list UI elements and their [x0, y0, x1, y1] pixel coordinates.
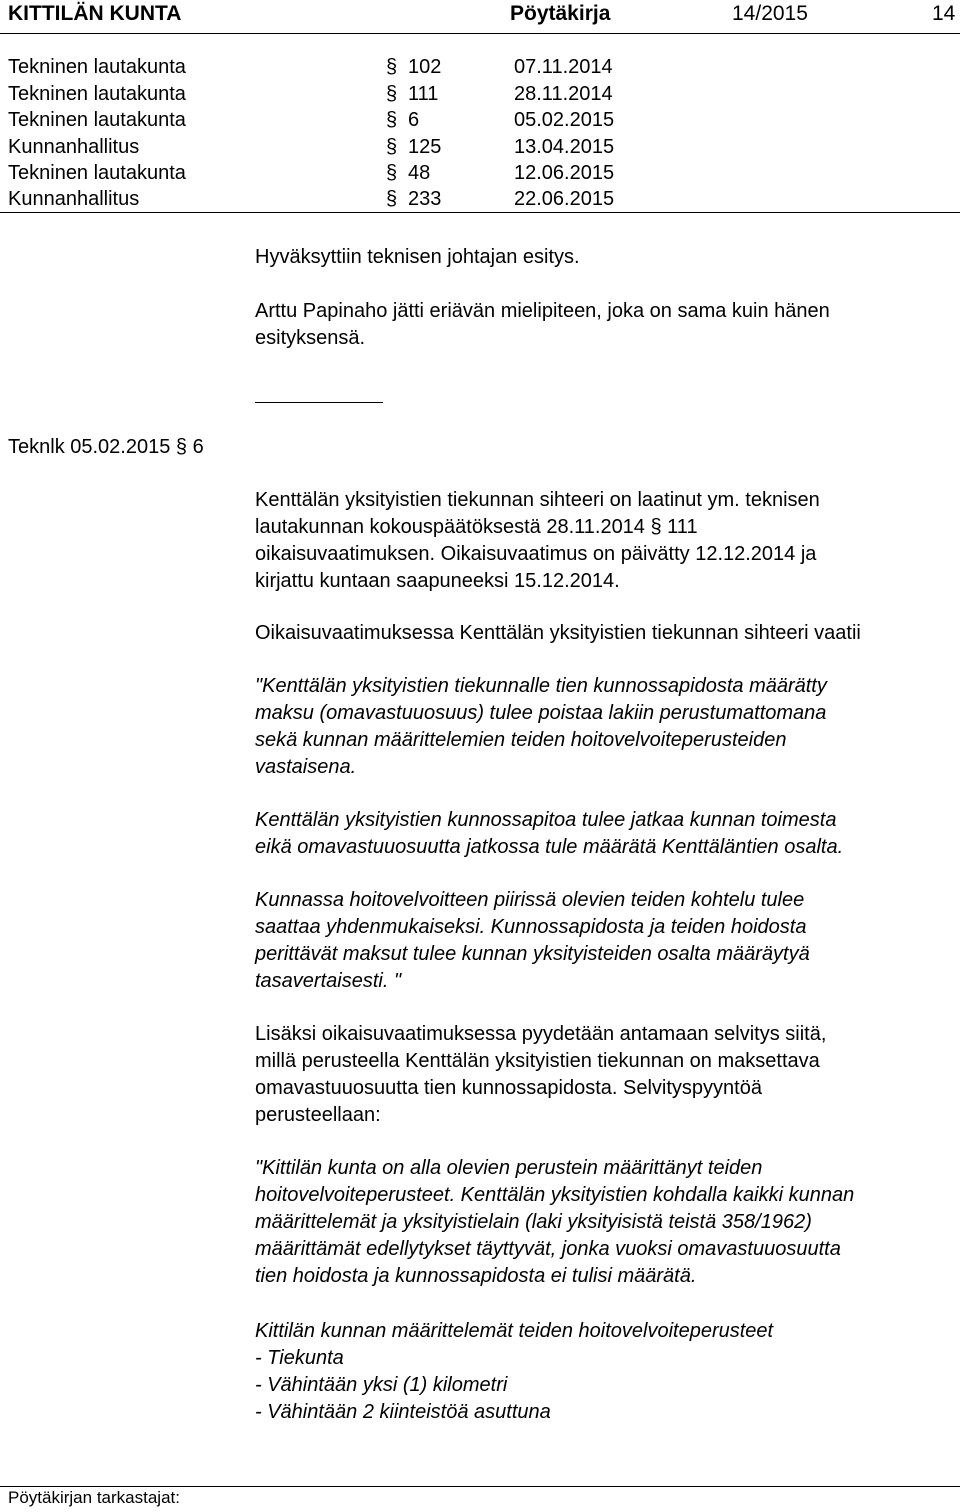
decision-dissent [255, 298, 955, 352]
section-ref-label: Teknlk 05.02.2015 [8, 436, 171, 458]
section-sign: § [175, 436, 188, 458]
history-number: 48 [408, 162, 431, 184]
text-line: sekä kunnan määrittelemien teiden hoitovelvoiteperusteiden [255, 729, 787, 751]
text-line: määrittelemät ja yksityistielain (laki yksityisistä teistä 358/1962) [255, 1211, 812, 1233]
text-line: tasavertaisesti. " [255, 970, 402, 992]
history-row [8, 107, 708, 134]
text-line: perusteellaan: [255, 1104, 381, 1126]
criteria-list [255, 1318, 955, 1426]
history-date: 05.02.2015 [514, 109, 615, 131]
footer-label: Pöytäkirjan tarkastajat: [8, 1488, 180, 1507]
history-body: Kunnanhallitus [8, 136, 140, 158]
additional-paragraph [255, 1021, 955, 1129]
quote-paragraph-2 [255, 807, 955, 861]
text-line: Kunnassa hoitovelvoitteen piirissä olevien teiden kohtelu tulee [255, 889, 805, 911]
text-line: saattaa yhdenmukaiseksi. Kunnossapidosta ja teiden hoidosta [255, 916, 807, 938]
quote-paragraph-4 [255, 1155, 955, 1290]
section-ref-number: 6 [192, 436, 204, 458]
document-number: 14/2015 [732, 2, 808, 25]
history-divider [0, 212, 960, 213]
demand-intro: Oikaisuvaatimuksessa Kenttälän yksityistien tiekunnan sihteeri vaatii [255, 622, 861, 644]
text-line: vastaisena. [255, 756, 357, 778]
history-date: 12.06.2015 [514, 162, 615, 184]
text-line: esityksensä. [255, 327, 366, 349]
history-row [8, 160, 708, 187]
text-line: "Kittilän kunta on alla olevien perustein määrittänyt teiden [255, 1157, 763, 1179]
text-line: Arttu Papinaho jätti eriävän mielipiteen, joka on sama kuin hänen [255, 300, 830, 322]
history-date: 28.11.2014 [514, 83, 613, 105]
section-reference [8, 434, 204, 461]
text-line: perittävät maksut tulee kunnan yksityisteiden osalta määräytyä [255, 943, 810, 965]
history-number: 125 [408, 136, 442, 158]
organization-name: KITTILÄN KUNTA [8, 2, 182, 25]
section-sign: § [386, 162, 398, 184]
section-sign: § [386, 83, 398, 105]
history-date: 13.04.2015 [514, 136, 615, 158]
history-number: 233 [408, 188, 442, 210]
text-line: omavastuuosuutta tien kunnossapidosta. Selvityspyyntöä [255, 1077, 762, 1099]
text-line: Lisäksi oikaisuvaatimuksessa pyydetään antamaan selvitys siitä, [255, 1023, 827, 1045]
text-line: eikä omavastuuosuutta jatkossa tule määrätä Kenttäläntien osalta. [255, 836, 844, 858]
text-line: Kenttälän yksityistien tiekunnan sihteeri on laatinut ym. teknisen [255, 489, 820, 511]
text-line: Kenttälän yksityistien kunnossapitoa tulee jatkaa kunnan toimesta [255, 809, 837, 831]
criteria-item: - Tiekunta [255, 1347, 344, 1369]
intro-paragraph [255, 487, 955, 595]
history-body: Tekninen lautakunta [8, 109, 186, 131]
text-line: määrittämät edellytykset täyttyvät, jonka vuoksi omavastuuosuutta [255, 1238, 841, 1260]
section-sign: § [386, 188, 398, 210]
text-line: millä perusteella Kenttälän yksityistien tiekunnan on maksettava [255, 1050, 820, 1072]
quote-paragraph-3 [255, 887, 955, 995]
quote-paragraph-1 [255, 673, 955, 781]
header-divider [0, 33, 960, 34]
history-number: 102 [408, 56, 442, 78]
criteria-heading: Kittilän kunnan määrittelemät teiden hoitovelvoiteperusteet [255, 1320, 774, 1342]
text-line: maksu (omavastuuosuus) tulee poistaa lakiin perustumattomana [255, 702, 827, 724]
history-row [8, 134, 708, 161]
criteria-item: - Vähintään yksi (1) kilometri [255, 1374, 508, 1396]
section-sign: § [386, 136, 398, 158]
history-row [8, 186, 708, 213]
criteria-item: - Vähintään 2 kiinteistöä asuttuna [255, 1401, 551, 1423]
text-line: lautakunnan kokouspäätöksestä 28.11.2014 § 111 [255, 516, 698, 538]
text-line: hoitovelvoiteperusteet. Kenttälän yksityistien kohdalla kaikki kunnan [255, 1184, 855, 1206]
page-number: 14 [932, 2, 956, 25]
separator-line [255, 402, 383, 403]
section-sign: § [386, 109, 398, 131]
history-row [8, 81, 708, 108]
history-date: 07.11.2014 [514, 56, 613, 78]
decision-approved: Hyväksyttiin teknisen johtajan esitys. [255, 246, 580, 268]
text-line: tien hoidosta ja kunnossapidosta ei tulisi määrätä. [255, 1265, 697, 1287]
history-number: 111 [408, 83, 439, 105]
history-body: Tekninen lautakunta [8, 56, 186, 78]
text-line: kirjattu kuntaan saapuneeksi 15.12.2014. [255, 570, 620, 592]
footer-divider [0, 1486, 960, 1487]
section-sign: § [386, 56, 398, 78]
document-type: Pöytäkirja [510, 2, 611, 25]
history-row [8, 54, 708, 81]
history-body: Kunnanhallitus [8, 188, 140, 210]
history-date: 22.06.2015 [514, 188, 615, 210]
history-number: 6 [408, 109, 420, 131]
text-line: "Kenttälän yksityistien tiekunnalle tien kunnossapidosta määrätty [255, 675, 827, 697]
history-body: Tekninen lautakunta [8, 162, 186, 184]
history-body: Tekninen lautakunta [8, 83, 186, 105]
text-line: oikaisuvaatimuksen. Oikaisuvaatimus on päivätty 12.12.2014 ja [255, 543, 817, 565]
